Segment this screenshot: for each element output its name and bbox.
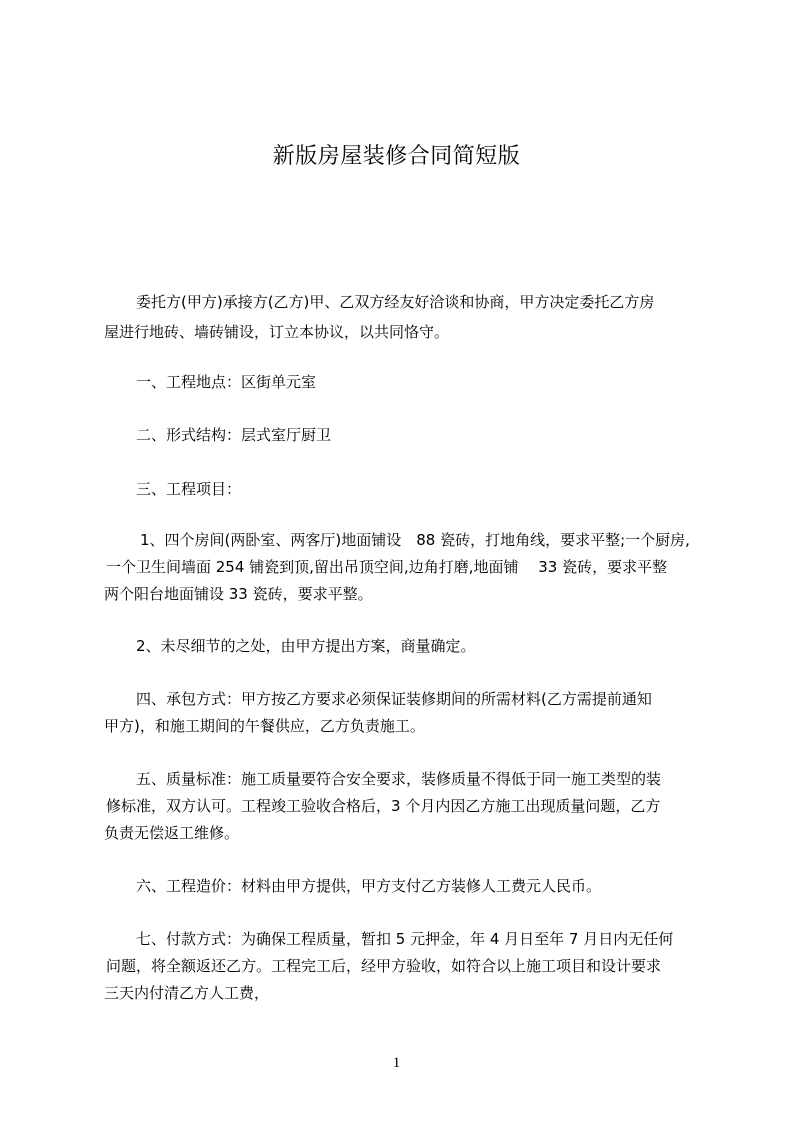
intro-paragraph	[104, 289, 704, 346]
item-1-line-3: 两个阳台地面铺设 33 瓷砖，要求平整。	[104, 585, 373, 603]
intro-line-1: 委托方(甲方)承接方(乙方)甲、乙双方经友好洽谈和协商，甲方决定委托乙方房	[136, 293, 655, 311]
page-number: 1	[392, 1055, 401, 1071]
clause-contract-line-2: 甲方)，和施工期间的午餐供应，乙方负责施工。	[104, 717, 425, 735]
clause-quality-line-1: 五、质量标准：施工质量要符合安全要求，装修质量不得低于同一施工类型的装	[136, 770, 662, 788]
item-1-paragraph	[104, 527, 704, 608]
clause-price-paragraph	[104, 873, 704, 900]
item-2-paragraph	[104, 633, 704, 660]
item-1-line-1: 1、四个房间(两卧室、两客厅)地面铺设 88 瓷砖，打地角线，要求平整;一个厨房,	[140, 531, 690, 549]
clause-payment-line-1: 七、付款方式：为确保工程质量，暂扣 5 元押金，年 4 月日至年 7 月日内无任何	[136, 930, 674, 948]
item-2-text: 2、未尽细节的之处，由甲方提出方案，商量确定。	[136, 637, 476, 655]
clause-price-text: 六、工程造价：材料由甲方提供，甲方支付乙方装修人工费元人民币。	[136, 877, 602, 895]
clause-location-text: 一、工程地点：区街单元室	[136, 373, 317, 391]
clause-payment-line-3: 三天内付清乙方人工费，	[104, 984, 270, 1002]
clause-payment-paragraph	[104, 926, 704, 1007]
clause-contract-line-1: 四、承包方式：甲方按乙方要求必须保证装修期间的所需材料(乙方需提前通知	[136, 690, 652, 708]
clause-structure-text: 二、形式结构：层式室厅厨卫	[136, 426, 332, 444]
clause-quality-line-3: 负责无偿返工维修。	[104, 824, 240, 842]
item-1-line-2: 一个卫生间墙面 254 铺瓷到顶,留出吊顶空间,边角打磨,地面铺 33 瓷砖，要求平整	[106, 558, 668, 576]
clause-contract-paragraph	[104, 686, 704, 740]
intro-line-2: 屋进行地砖、墙砖铺设，订立本协议，以共同恪守。	[104, 323, 450, 341]
clause-payment-line-2: 问题，将全额返还乙方。工程完工后，经甲方验收，如符合以上施工项目和设计要求	[106, 957, 662, 975]
clause-project	[104, 476, 704, 503]
clause-quality-line-2: 修标准，双方认可。工程竣工验收合格后，3 个月内因乙方施工出现质量问题，乙方	[106, 797, 661, 815]
clause-location	[104, 369, 704, 396]
clause-structure	[104, 422, 704, 449]
clause-project-text: 三、工程项目：	[136, 480, 242, 498]
clause-quality-paragraph	[104, 766, 704, 847]
document-title: 新版房屋装修合同简短版	[272, 144, 521, 169]
